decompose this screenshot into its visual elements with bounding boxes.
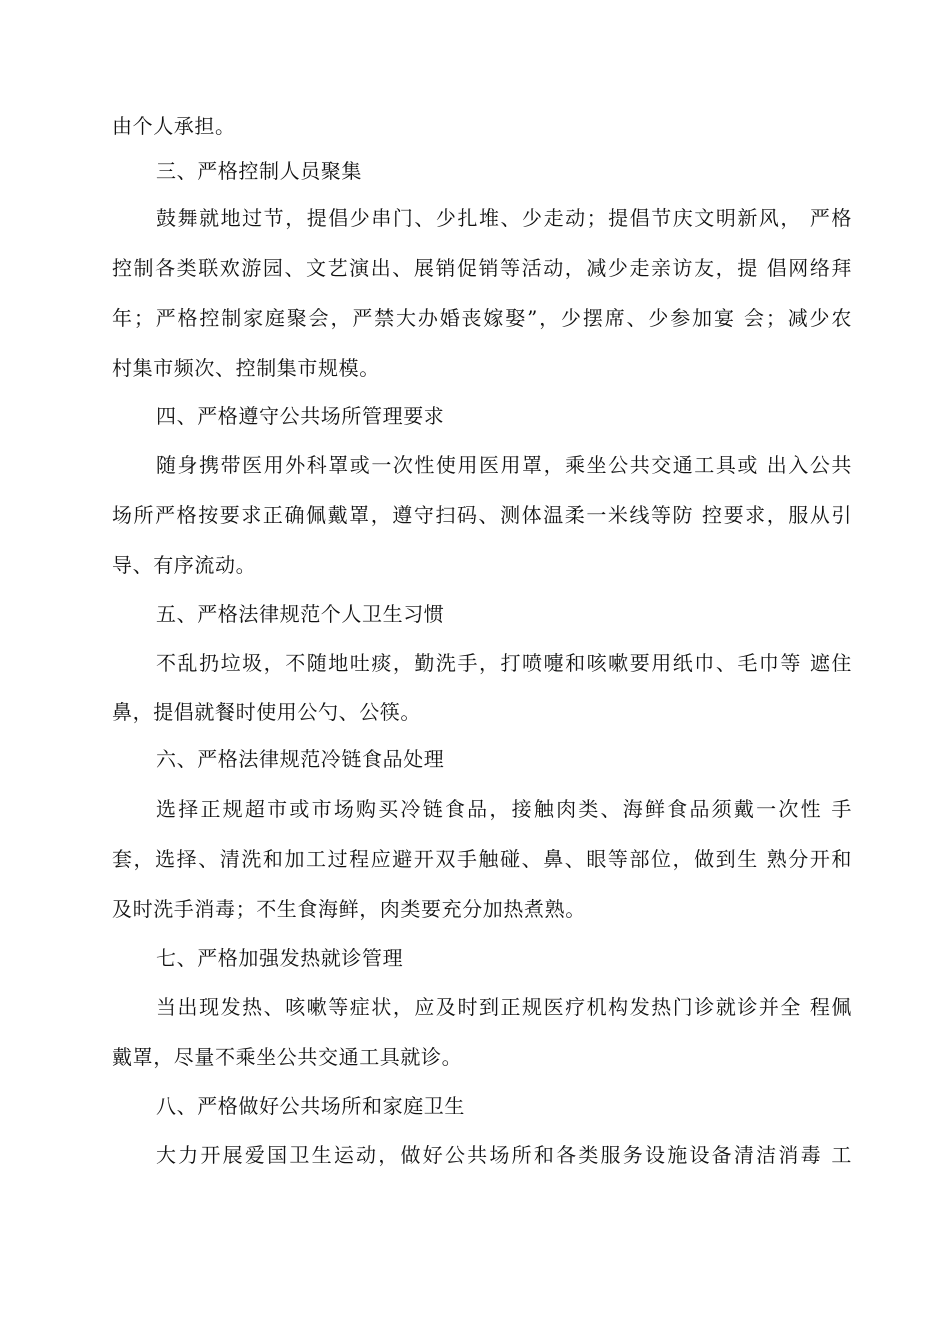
paragraph-line: 鼻，提倡就餐时使用公勺、公筷。: [112, 700, 421, 724]
paragraph-continuation-line: 由个人承担。: [112, 114, 236, 138]
paragraph-line: 鼓舞就地过节，提倡少串门、少扎堆、少走动；提倡节庆文明新风， 严格: [156, 206, 852, 230]
paragraph-line: 套，选择、清洗和加工过程应避开双手触碰、鼻、眼等部位，做到生 熟分开和: [112, 847, 852, 871]
section-heading-7: 七、严格加强发热就诊管理: [156, 946, 404, 970]
section-heading-3: 三、严格控制人员聚集: [156, 159, 362, 183]
section-heading-6: 六、严格法律规范冷链食品处理: [156, 747, 445, 771]
paragraph-line: 大力开展爱国卫生运动，做好公共场所和各类服务设施设备清洁消毒 工: [156, 1143, 852, 1167]
paragraph-line: 年；严格控制家庭聚会，严禁大办婚丧嫁娶”，少摆席、少参加宴 会；减少农: [112, 306, 852, 330]
section-heading-4: 四、严格遵守公共场所管理要求: [156, 404, 445, 428]
paragraph-line: 选择正规超市或市场购买冷链食品，接触肉类、海鲜食品须戴一次性 手: [156, 797, 852, 821]
paragraph-line: 场所严格按要求正确佩戴罩，遵守扫码、测体温柔一米线等防 控要求，服从引: [112, 503, 852, 527]
paragraph-line: 及时洗手消毒；不生食海鲜，肉类要充分加热煮熟。: [112, 897, 586, 921]
paragraph-line: 不乱扔垃圾，不随地吐痰，勤洗手，打喷嚏和咳嗽要用纸巾、毛巾等 遮住: [156, 651, 852, 675]
section-heading-8: 八、严格做好公共场所和家庭卫生: [156, 1094, 465, 1118]
paragraph-line: 当出现发热、咳嗽等症状，应及时到正规医疗机构发热门诊就诊并全 程佩: [156, 995, 852, 1019]
paragraph-line: 控制各类联欢游园、文艺演出、展销促销等活动，减少走亲访友，提 倡网络拜: [112, 256, 852, 280]
paragraph-line: 导、有序流动。: [112, 553, 257, 577]
paragraph-line: 村集市频次、控制集市规模。: [112, 356, 380, 380]
paragraph-line: 戴罩，尽量不乘坐公共交通工具就诊。: [112, 1045, 463, 1069]
section-heading-5: 五、严格法律规范个人卫生习惯: [156, 602, 445, 626]
paragraph-line: 随身携带医用外科罩或一次性使用医用罩，乘坐公共交通工具或 出入公共: [156, 453, 852, 477]
